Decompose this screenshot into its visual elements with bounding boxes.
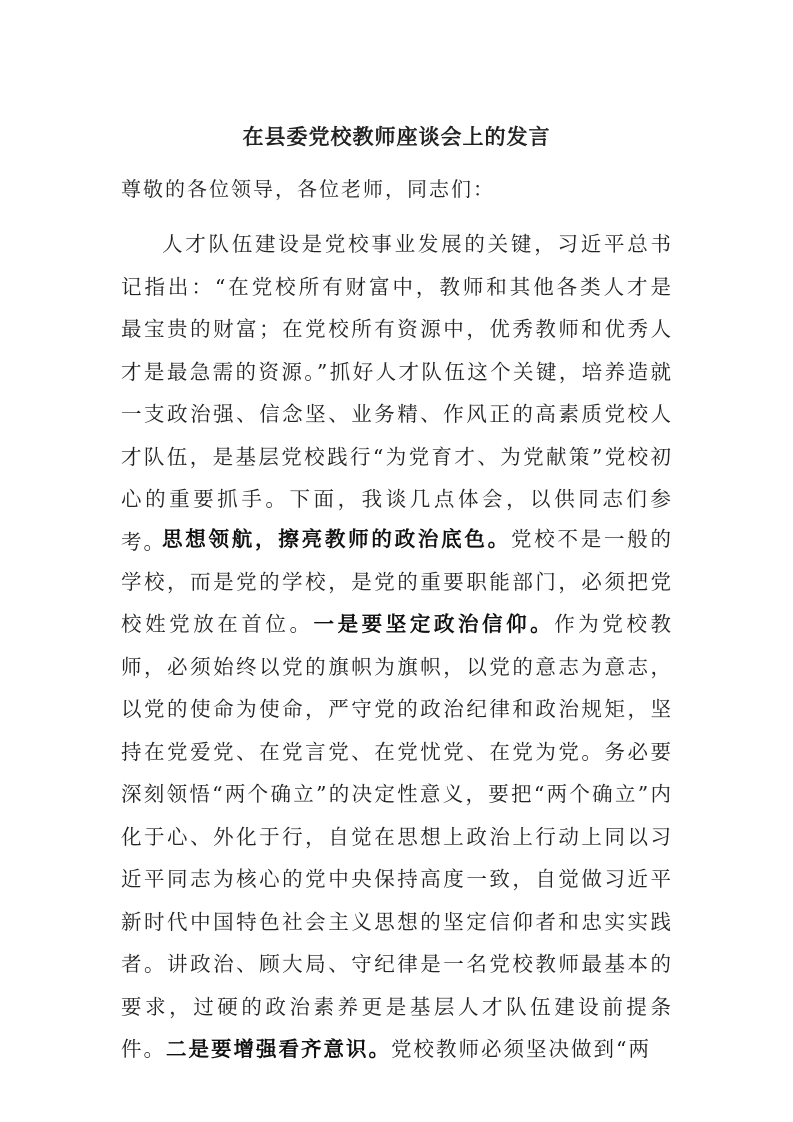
point-heading-2: 二是要增强看齐意识。 [166, 1037, 391, 1061]
point-heading-1: 一是要坚定政治信仰。 [313, 612, 555, 636]
salutation: 尊敬的各位领导，各位老师，同志们： [121, 177, 495, 201]
paragraph-text: 党校不是一般的学校，而是党的学校，是党的重要职能部门，必须把党校姓党放在首位。 [121, 527, 674, 636]
paragraph-text: 党校教师必须坚决做到“两 [391, 1037, 651, 1061]
paragraph-ideological-guidance [121, 518, 673, 1071]
document-title: 在县委党校教师座谈会上的发言 [242, 124, 551, 149]
paragraph-text: 作为党校教师，必须始终以党的旗帜为旗帜，以党的意志为意志，以党的使命为使命，严守党的政治纪律和政治规矩，坚持在党爱党、在党言党、在党忧党、在党为党。务必要深刻领悟“两个确立”的决定性意义，要把“两个确立”内化于心、外化于行，自觉在思想上政治上行动上同以习近平同志为核心的党中央保持高度一致，自觉做习近平新时代中国特色社会主义思想的坚定信仰者和忠实实践者。讲政治、顾大局、守纪律是一名党校教师最基本的要求，过硬的政治素养更是基层人才队伍建设前提条件。 [121, 612, 674, 1061]
section-heading: 思想领航，擦亮教师的政治底色。 [162, 527, 511, 551]
paragraph-intro: 人才队伍建设是党校事业发展的关键，习近平总书记指出：“在党校所有财富中，教师和其他各类人才是最宝贵的财富；在党校所有资源中，优秀教师和优秀人才是最急需的资源。”抓好人才队伍这个关键，培养造就一支政治强、信念坚、业务精、作风正的高素质党校人才队伍，是基层党校践行“为党育才、为党献策”党校初心的重要抓手。下面，我谈几点体会，以供同志们参考。 [121, 232, 673, 554]
